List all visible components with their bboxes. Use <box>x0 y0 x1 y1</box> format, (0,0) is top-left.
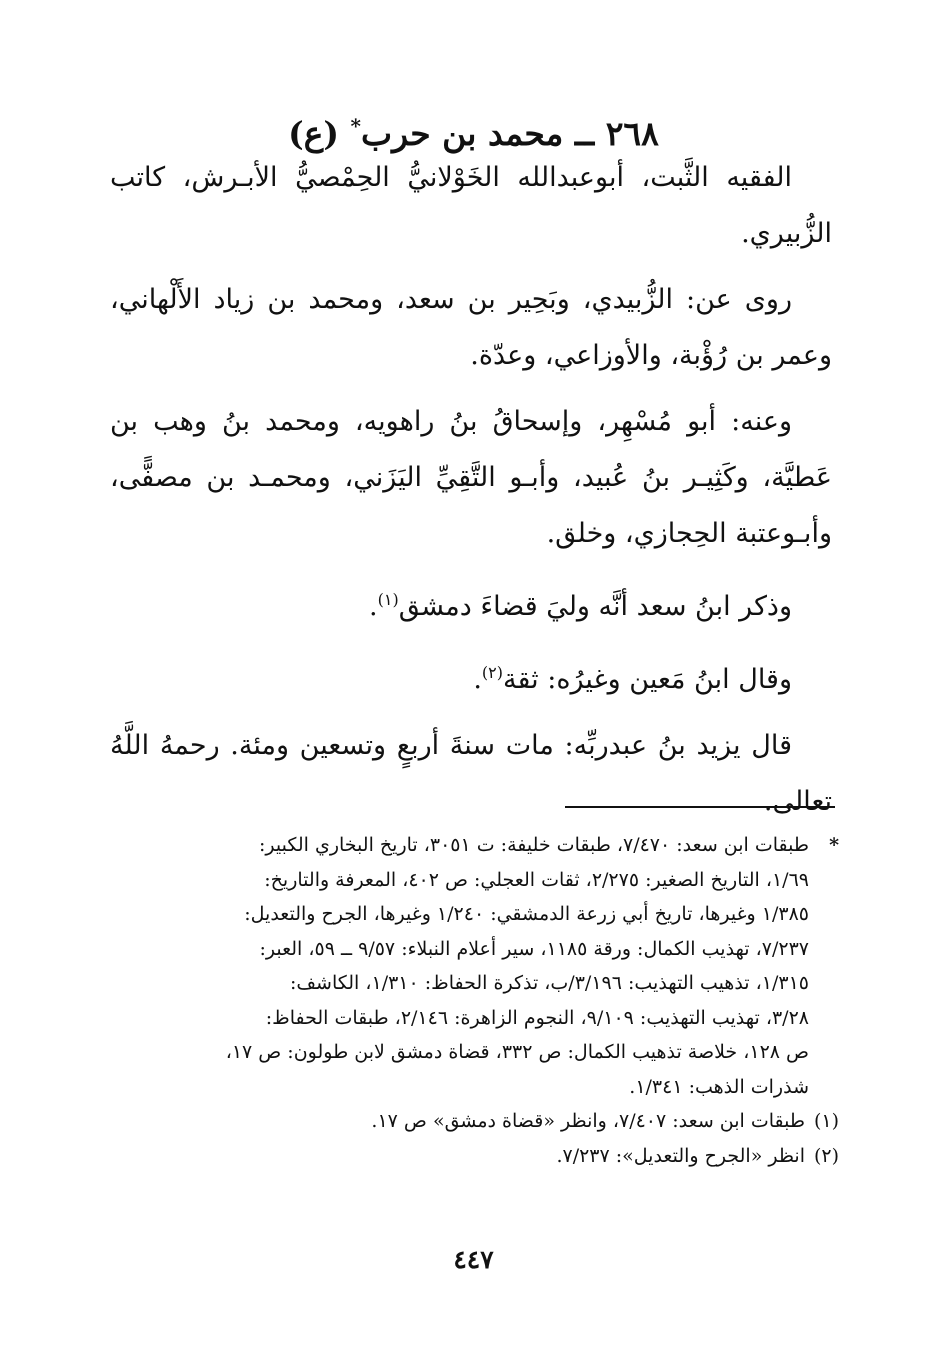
footnote-line: ص ١٢٨، خلاصة تذهيب الكمال: ص ٣٣٢، قضاة دمشق لابن طولون: ص ١٧، <box>225 1041 809 1063</box>
paragraph-narrators <box>110 394 832 562</box>
footnote-sources <box>108 828 839 1104</box>
footnote-2-text: انظر «الجرح والتعديل»: ٧/٢٣٧. <box>556 1144 805 1167</box>
entry-body <box>110 150 832 840</box>
footnote-1 <box>108 1104 839 1139</box>
paragraph-text: وقال ابنُ مَعين وغيرُه: ثقة <box>503 664 792 695</box>
paragraph-text: وعنه: أبو مُسْهِر، وإسحاقُ بنُ راهويه، ومحمد بنُ وهب بن عَطيَّة، وكَثِيـر بنُ عُبيد، وأبـو التَّقِيِّ اليَزَني، ومحمـد بن مصفًّى، وأبـوعتبة الحِجازي، وخلق. <box>110 406 832 549</box>
footnote-line: ١/٣٨٥ وغيرها، تاريخ أبي زرعة الدمشقي: ١/٢٤٠ وغيرها، الجرح والتعديل: <box>244 903 809 925</box>
paragraph-description <box>110 150 832 262</box>
page-number: ٤٤٧ <box>453 1245 494 1274</box>
footnote-line: ١/٦٩، التاريخ الصغير: ٢/٢٧٥، ثقات العجلي: ص ٤٠٢، المعرفة والتاريخ: <box>264 868 809 891</box>
paragraph-text: وذكر ابنُ سعد أنَّه وليَ قضاءَ دمشق <box>398 591 792 622</box>
paragraph-death <box>110 718 832 830</box>
paragraph-text: روى عن: الزُّبيدي، وبَحِير بن سعد، ومحمد بن زياد الأَلْهاني، وعمر بن رُؤْبة، والأوزاعي، وعدّة. <box>110 284 832 371</box>
footnote-line: ١/٣١٥، تذهيب التهذيب: ٣/١٩٦/ب، تذكرة الحفاظ: ١/٣١٠، الكاشف: <box>289 972 809 994</box>
paragraph-end: . <box>369 591 378 622</box>
entry-star-marker: * <box>350 114 361 138</box>
footnote-star-marker: * <box>829 834 839 856</box>
footnote-2-marker: (٢) <box>813 1144 839 1167</box>
paragraph-end: . <box>473 664 482 695</box>
paragraph-judgeship <box>110 572 832 635</box>
entry-name: محمد بن حرب <box>361 114 564 153</box>
paragraph-text: الفقيه الثَّبت، أبوعبدالله الخَوْلانيُّ الحِمْصيُّ الأبـرش، كاتب الزُّبيري. <box>110 162 832 249</box>
paragraph-trustworthy <box>110 645 832 708</box>
entry-number: ٢٦٨ <box>605 114 659 153</box>
paragraph-narrated-from <box>110 272 832 384</box>
entry-symbol: (ع) <box>288 114 340 153</box>
footnote-line: طبقات ابن سعد: ٧/٤٧٠، طبقات خليفة: ت ٣٠٥١، تاريخ البخاري الكبير: <box>259 834 809 856</box>
footnote-line: ٣/٢٨، تهذيب التهذيب: ٩/١٠٩، النجوم الزاهرة: ٢/١٤٦، طبقات الحفاظ: <box>265 1006 809 1029</box>
footnote-2 <box>108 1139 839 1174</box>
footnote-ref-2[interactable]: (٢) <box>481 663 504 682</box>
footnote-ref-1[interactable]: (١) <box>377 590 399 609</box>
footnote-1-text: طبقات ابن سعد: ٧/٤٠٧، وانظر «قضاة دمشق» ص ١٧. <box>371 1110 805 1132</box>
footnote-divider <box>565 806 835 808</box>
paragraph-text: قال يزيد بنُ عبدربِّه: مات سنةَ أربعٍ وتسعين ومئة. رحمهُ اللَّهُ تعالى. <box>110 730 832 817</box>
footnote-line: ٧/٢٣٧، تهذيب الكمال: ورقة ١١٨٥، سير أعلام النبلاء: ٩/٥٧ ــ ٥٩، العبر: <box>259 937 809 960</box>
footnotes-section <box>108 828 839 1173</box>
footnote-1-marker: (١) <box>813 1110 839 1132</box>
entry-dash: ــ <box>574 114 595 153</box>
footnote-line: شذرات الذهب: ١/٣٤١. <box>629 1075 809 1098</box>
footnote-sources-text <box>108 828 809 1104</box>
